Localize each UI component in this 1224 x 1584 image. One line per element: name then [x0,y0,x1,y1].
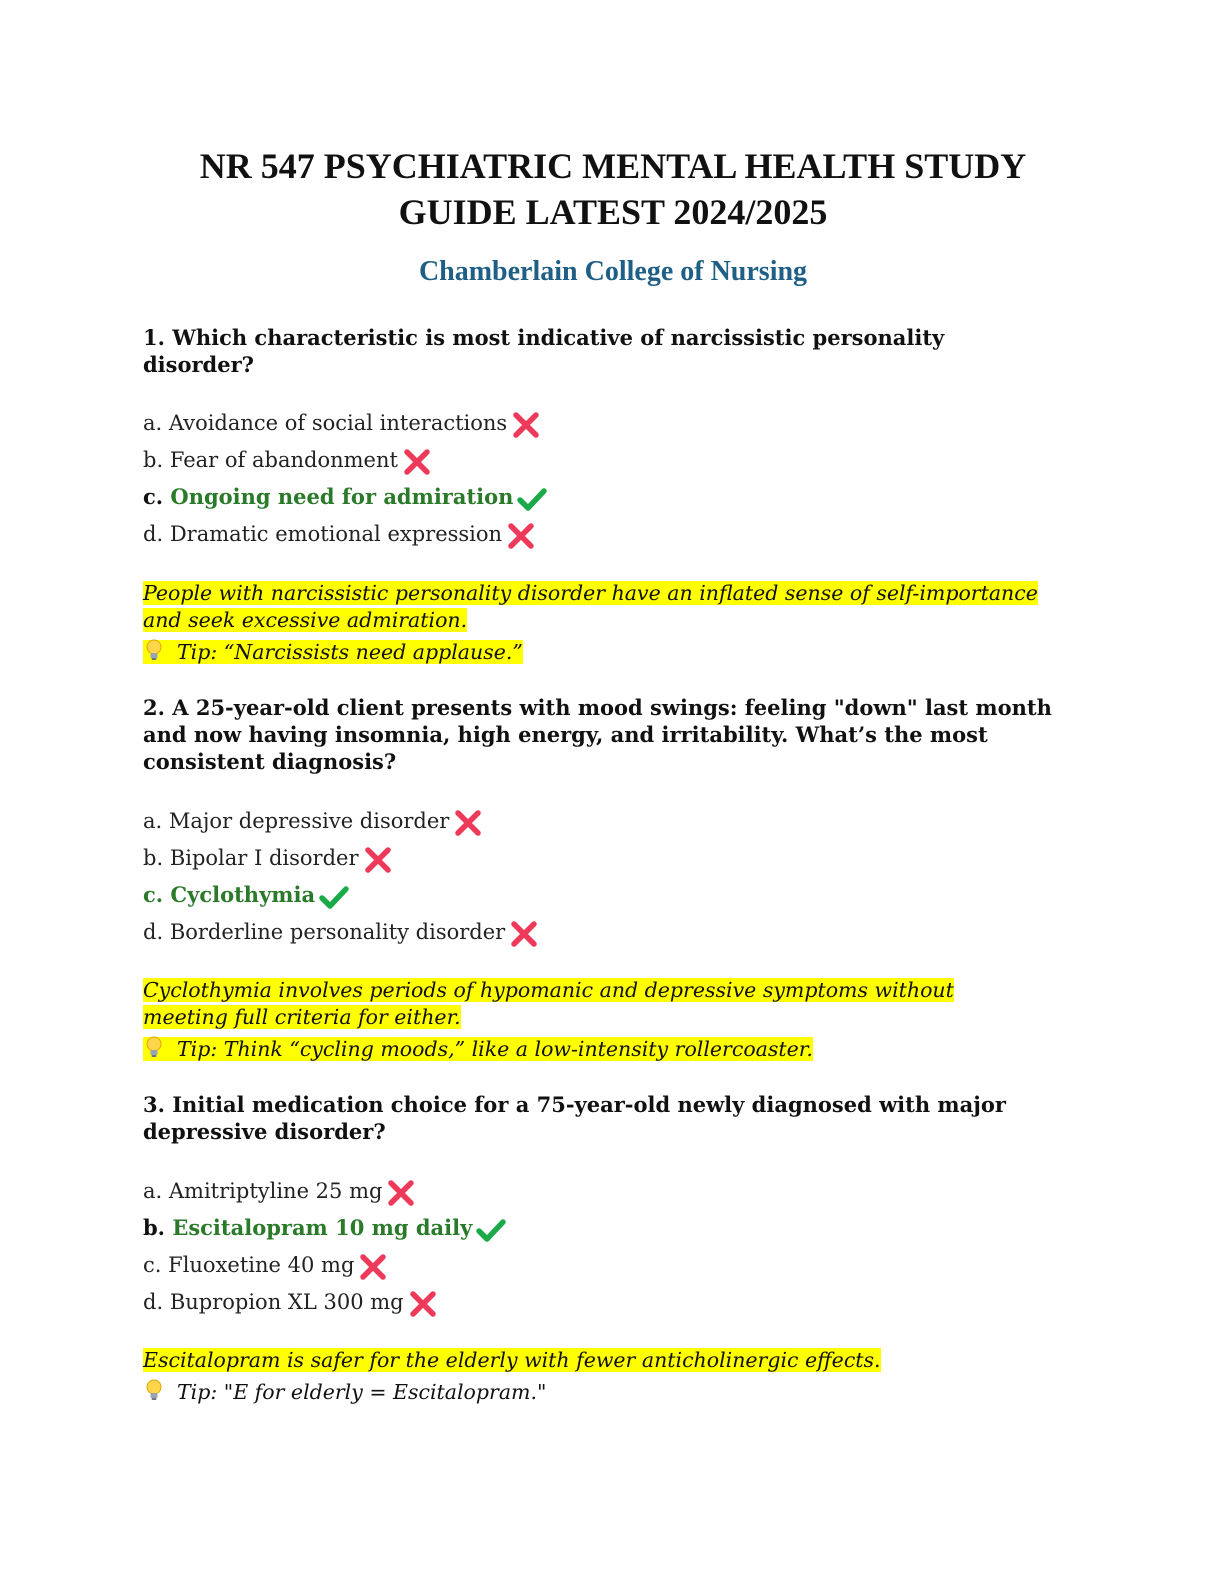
lightbulb-icon [143,638,165,662]
tip [143,1378,1073,1406]
cross-icon [506,522,536,550]
cross-icon [386,1179,416,1207]
cross-icon [358,1253,388,1281]
answer-option-b[interactable] [143,445,1043,482]
answer-option-d[interactable] [143,1287,1043,1324]
tip [143,1035,1073,1063]
answer-option-b-correct[interactable] [143,1213,1043,1250]
tip-text: Tip: Think “cycling moods,” like a low-intensity rollercoaster. [177,1037,813,1061]
option-text: Dramatic emotional expression [169,522,503,546]
option-text: Borderline personality disorder [169,920,506,944]
question-text: 2. A 25-year-old client presents with mood swings: feeling "down" last month and now having insomnia, high energy, and irritability. What’s the most consistent diagnosis? [143,695,1052,774]
explanation [143,1347,1073,1374]
option-letter: a. [143,411,163,435]
option-letter: d. [143,1290,164,1314]
check-icon [319,884,349,910]
answer-option-c[interactable] [143,1250,1043,1287]
option-letter: b. [143,1215,165,1240]
institution-subtitle: Chamberlain College of Nursing [418,256,808,287]
tip [143,638,1073,666]
option-text: Bipolar I disorder [169,846,359,870]
option-letter: b. [143,846,164,870]
cross-icon [408,1290,438,1318]
option-text: Amitriptyline 25 mg [168,1179,383,1203]
option-text: Ongoing need for admiration [170,484,514,509]
cross-icon [453,809,483,837]
tip-text: Tip: "E for elderly = Escitalopram." [177,1380,547,1404]
answer-options [143,408,1043,556]
option-text: Fear of abandonment [169,448,398,472]
explanation [143,977,1003,1031]
check-icon [517,486,547,512]
title-line-1: NR 547 PSYCHIATRIC MENTAL HEALTH STUDY [199,146,1027,186]
answer-option-a[interactable] [143,806,1043,843]
option-text: Fluoxetine 40 mg [168,1253,355,1277]
explanation [143,580,1073,634]
option-text: Bupropion XL 300 mg [169,1290,404,1314]
cross-icon [363,846,393,874]
option-text: Escitalopram 10 mg daily [172,1215,473,1240]
lightbulb-icon [143,1035,165,1059]
answer-options [143,1176,1043,1324]
answer-option-b[interactable] [143,843,1043,880]
cross-icon [511,411,541,439]
answer-option-c-correct[interactable] [143,482,1043,519]
answer-option-c-correct[interactable] [143,880,1043,917]
option-text: Major depressive disorder [168,809,450,833]
explanation-text: Cyclothymia involves periods of hypomanic and depressive symptoms without meeting full criteria for either. [143,978,954,1029]
option-letter: c. [143,882,164,907]
title-line-2: GUIDE LATEST 2024/2025 [398,192,828,232]
answer-options [143,806,1043,954]
explanation-text: People with narcissistic personality disorder have an inflated sense of self-importance and seek excessive admiration. [143,581,1038,632]
option-letter: b. [143,448,164,472]
option-text: Cyclothymia [170,882,316,907]
option-letter: c. [143,1253,162,1277]
option-letter: c. [143,484,164,509]
option-letter: a. [143,809,163,833]
lightbulb-icon [143,1378,165,1402]
question-text: 1. Which characteristic is most indicative of narcissistic personality disorder? [143,325,945,377]
answer-option-a[interactable] [143,408,1043,445]
page-title [143,143,1083,235]
cross-icon [402,448,432,476]
option-letter: a. [143,1179,163,1203]
cross-icon [509,920,539,948]
explanation-text: Escitalopram is safer for the elderly with fewer anticholinergic effects. [143,1348,881,1372]
tip-text: Tip: “Narcissists need applause.” [177,640,523,664]
question-text: 3. Initial medication choice for a 75-year-old newly diagnosed with major depressive disorder? [143,1092,1006,1144]
option-letter: d. [143,522,164,546]
answer-option-a[interactable] [143,1176,1043,1213]
option-letter: d. [143,920,164,944]
option-text: Avoidance of social interactions [168,411,508,435]
check-icon [476,1217,506,1243]
answer-option-d[interactable] [143,917,1043,954]
answer-option-d[interactable] [143,519,1043,556]
